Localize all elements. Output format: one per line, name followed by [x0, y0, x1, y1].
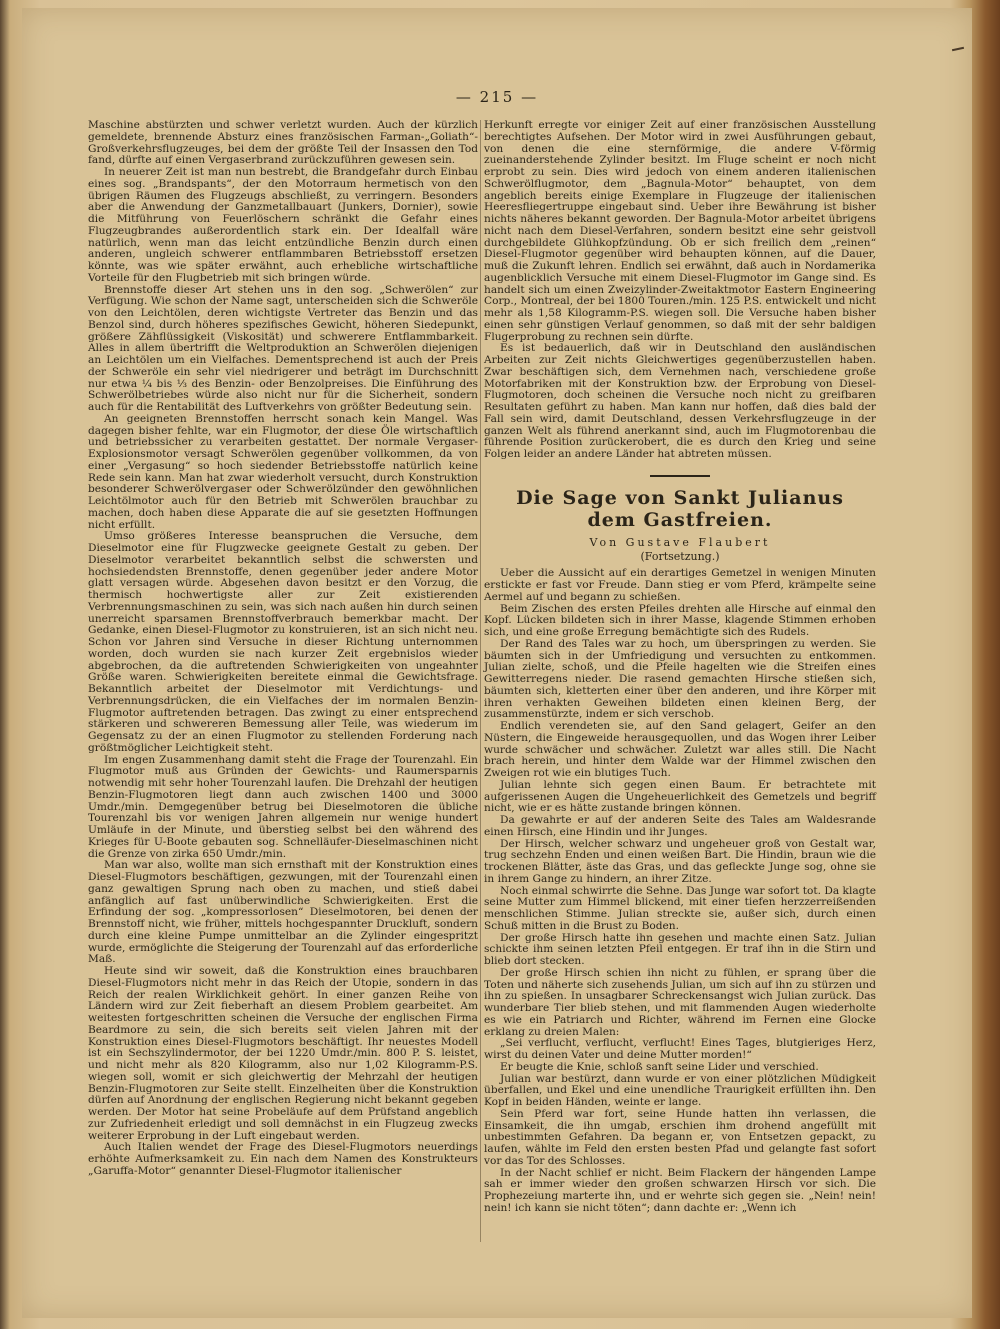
- article-paragraph: An geeigneten Brennstoffen herrscht sonach kein Mangel. Was dagegen bisher fehlte, war ein Flugmotor, der diese Öle wirtschaftlich und betriebssicher zu verarbeiten gestattet. Der normale Vergaser-Explosionsmotor versagt Schwerölen gegenüber vollkommen, da von einer „Vergasung“ so hoch siedender Betriebsstoffe natürlich keine Rede sein kann. Man hat zwar wiederholt versucht, durch Konstruktion besonderer Schwerölvergaser oder Schwerölzünder den gewöhnlichen Leichtölmotor auch für den Betrieb mit Schwerölen brauchbar zu machen, doch haben diese Apparate die auf sie gesetzten Hoffnungen nicht erfüllt.: [88, 412, 478, 531]
- story-paragraph: In der Nacht schlief er nicht. Beim Flackern der hängenden Lampe sah er immer wieder den großen schwarzen Hirsch vor sich. Die Prophezeiung marterte ihn, und er wehrte sich gegen sie. „Nein! nein! nein! ich kann sie nicht töten“; dann dachte er: „Wenn ich: [484, 1166, 876, 1214]
- story-title-line-2: dem Gastfreien.: [587, 508, 773, 531]
- article-paragraph: Umso größeres Interesse beanspruchen die Versuche, dem Dieselmotor eine für Flugzwecke geeignete Gestalt zu geben. Der Dieselmotor verarbeitet bekanntlich selbst die schwersten und hochsiedendsten Brennstoffe, denen gegenüber jeder andere Motor glatt versagen würde. Abgesehen davon besitzt er den Vorzug, die thermisch hochwertigste aller zur Zeit existierenden Verbrennungsmaschinen zu sein, was sich nach außen hin durch seinen unerreicht sparsamen Brennstoffverbrauch bemerkbar macht. Der Gedanke, einen Diesel-Flugmotor zu konstruieren, ist an sich nicht neu. Schon vor Jahren sind Versuche in dieser Richtung unternommen worden, doch wurden sie nach kurzer Zeit ergebnislos wieder abgebrochen, da die auftretenden Schwierigkeiten von ungeahnter Größe waren. Schwierigkeiten bereitete einmal die Gewichtsfrage. Bekanntlich arbeitet der Dieselmotor mit Verdichtungs- und Verbrennungsdrücken, die ein Vielfaches der im normalen Benzin-Flugmotor auftretenden betragen. Das zwingt zu einer entsprechend stärkeren und schwereren Bemessung aller Teile, was wiederum im Gegensatz zu der an einen Flugmotor zu stellenden Forderung nach größtmöglicher Leichtigkeit steht.: [88, 530, 478, 754]
- page-number: — 215 —: [455, 88, 539, 106]
- story-paragraph: Sein Pferd war fort, seine Hunde hatten ihn verlassen, die Einsamkeit, die ihn umgab, erschien ihm drohend angefüllt mit unbestimmten Gefahren. Da begann er, von Entsetzen gepackt, zu laufen, wählte im Feld den ersten besten Pfad und gelangte fast sofort vor das Tor des Schlosses.: [484, 1107, 876, 1167]
- story-paragraph: Endlich verendeten sie, auf den Sand gelagert, Geifer an den Nüstern, die Eingeweide herausgequollen, und das Wogen ihrer Leiber wurde schwächer und schwächer. Zuletzt war alles still. Die Nacht brach herein, und hinter dem Walde war der Himmel zwischen den Zweigen rot wie ein blutiges Tuch.: [484, 720, 876, 779]
- newspaper-page: [22, 8, 972, 1318]
- article-paragraph: Maschine abstürzten und schwer verletzt wurden. Auch der kürzlich gemeldete, brennende Absturz eines französischen Farman-„Goliath“-Großverkehrsflugzeuges, bei dem der größte Teil der Insassen den Tod fand, dürfte auf einen Vergaserbrand zurückzuführen gewesen sein.: [88, 119, 478, 167]
- article-paragraph: Herkunft erregte vor einiger Zeit auf einer französischen Ausstellung berechtigtes Aufsehen. Der Motor wird in zwei Ausführungen gebaut, von denen die eine sternförmige, die andere V-förmig zueinanderstehende Zylinder besitzt. Im Fluge scheint er noch nicht erprobt zu sein. Dies wird jedoch von einem anderen italienischen Schwerölflugmotor, dem „Bagnula-Motor“ behauptet, von dem angeblich bereits einige Exemplare in Flugzeuge der italienischen Heeresfliegertruppe eingebaut sind. Ueber ihre Bewährung ist bisher nichts näheres bekannt geworden. Der Bagnula-Motor arbeitet übrigens nicht nach dem Diesel-Verfahren, sondern besitzt eine sehr geistvoll durchgebildete Glühkopfzündung. Ob er sich freilich dem „reinen“ Diesel-Flugmotor gegenüber wird behaupten können, auf die Dauer, muß die Zukunft lehren. Endlich sei erwähnt, daß auch in Nordamerika augenblicklich Versuche mit einem Diesel-Flugmotor im Gange sind. Es handelt sich um einen Zweizylinder-Zweitaktmotor Eastern Engineering Corp., Montreal, der bei 1800 Touren./min. 125 P.S. entwickelt und nicht mehr als 1,58 Kilogramm-P.S. wiegen soll. Die Versuche haben bisher einen sehr günstigen Verlauf genommen, so daß mit der sehr baldigen Flugerprobung zu rechnen sein dürfte.: [484, 119, 876, 343]
- story-continuation-note: (Fortsetzung.): [640, 549, 720, 563]
- article-paragraph: Man war also, wollte man sich ernsthaft mit der Konstruktion eines Diesel-Flugmotors beschäftigen, gezwungen, mit der Tourenzahl einen ganz gewaltigen Sprung nach oben zu machen, und stieß dabei anfänglich auf fast unüberwindliche Schwierigkeiten. Erst die Erfindung der sog. „kompressorlosen“ Dieselmotoren, bei denen der Brennstoff nicht, wie früher, mittels hochgespannter Druckluft, sondern durch eine kleine Pumpe unmittelbar an die Zylinder eingespritzt wurde, ermöglichte die Steigerung der Tourenzahl auf das erforderliche Maß.: [88, 859, 478, 966]
- story-author: Von Gustave Flaubert: [589, 535, 771, 549]
- ink-mark: [952, 47, 964, 51]
- story-paragraph: Da gewahrte er auf der anderen Seite des Tales am Waldesrande einen Hirsch, eine Hindin und ihr Junges.: [484, 814, 876, 838]
- story-title-line-1: Die Sage von Sankt Julianus: [516, 486, 844, 509]
- article-paragraph: Im engen Zusammenhang damit steht die Frage der Tourenzahl. Ein Flugmotor muß aus Gründen der Gewichts- und Raumersparnis notwendig mit sehr hoher Tourenzahl laufen. Die Drehzahl der heutigen Benzin-Flugmotoren liegt dann auch zwischen 1400 und 3000 Umdr./min. Demgegenüber betrug bei Dieselmotoren die übliche Tourenzahl bis vor wenigen Jahren allgemein nur wenige hundert Umläufe in der Minute, und überstieg selbst bei den während des Krieges für U-Boote gebauten sog. Schnelläufer-Dieselmaschinen nicht die Grenze von zirka 650 Umdr./min.: [88, 753, 478, 860]
- story-paragraph: Ueber die Aussicht auf ein derartiges Gemetzel in wenigen Minuten erstickte er fast vor Freude. Dann stieg er vom Pferd, krämpelte seine Aermel auf und begann zu schießen.: [484, 567, 876, 603]
- article-paragraph: Heute sind wir soweit, daß die Konstruktion eines brauchbaren Diesel-Flugmotors nicht mehr in das Reich der Utopie, sondern in das Reich der realen Wirklichkeit gehört. In einer ganzen Reihe von Ländern wird zur Zeit fieberhaft an diesem Problem gearbeitet. Am weitesten fortgeschritten scheinen die Versuche der englischen Firma Beardmore zu sein, die sich bereits seit vielen Jahren mit der Konstruktion eines Diesel-Flugmotors beschäftigt. Ihr neuestes Modell ist ein Sechszylindermotor, der bei 1220 Umdr./min. 800 P. S. leistet, und nicht mehr als 820 Kilogramm, also nur 1,02 Kilogramm-P.S. wiegen soll, womit er sich gleichwertig der Mehrzahl der heutigen Benzin-Flugmotoren zur Seite stellt. Einzelheiten über die Konstruktion dürfen auf Anordnung der englischen Regierung nicht bekannt gegeben werden. Der Motor hat seine Probeläufe auf dem Prüfstand angeblich zur Zufriedenheit erledigt und soll demnächst in ein Flugzeug zwecks weiterer Erprobung in der Luft eingebaut werden.: [88, 965, 478, 1142]
- story-heading: [484, 475, 876, 563]
- story-paragraph: „Sei verflucht, verflucht, verflucht! Eines Tages, blutgieriges Herz, wirst du deinen Vater und deine Mutter morden!“: [484, 1037, 876, 1061]
- left-column-article: [88, 120, 478, 1178]
- article-paragraph: In neuerer Zeit ist man nun bestrebt, die Brandgefahr durch Einbau eines sog. „Brandspants“, der den Motorraum hermetisch von den übrigen Räumen des Flugzeugs abschließt, zu verringern. Besonders aber die Anwendung der Ganzmetallbauart (Junkers, Dornier), sowie die Mitführung von Feuerlöschern schränkt die Gefahr eines Flugzeugbrandes außerordentlich stark ein. Der Idealfall wäre natürlich, wenn man das leicht entzündliche Benzin durch einen anderen, ungleich schwerer entflammbaren Betriebsstoff ersetzen könnte, was wie später erwähnt, auch erhebliche wirtschaftliche Vorteile für den Flugbetrieb mit sich bringen würde.: [88, 166, 478, 284]
- story-paragraph: Der Hirsch, welcher schwarz und ungeheuer groß von Gestalt war, trug sechzehn Enden und einen weißen Bart. Die Hindin, braun wie die trockenen Blätter, äste das Gras, und das gefleckte Junge sog, ohne sie in ihrem Gange zu hindern, an ihrer Zitze.: [484, 837, 876, 885]
- story-paragraph: Julian lehnte sich gegen einen Baum. Er betrachtete mit aufgerissenen Augen die Ungeheuerlichkeit des Gemetzels und begriff nicht, wie er es hätte zustande bringen können.: [484, 778, 876, 815]
- story-paragraph: Der Rand des Tales war zu hoch, um überspringen zu werden. Sie bäumten sich in der Umfriedigung und versuchten zu entkommen. Julian zielte, schoß, und die Pfeile hagelten wie die Streifen eines Gewitterregens nieder. Die rasend gemachten Hirsche stießen sich, bäumten sich, kletterten einer über den anderen, und ihre Körper mit ihren verhakten Geweihen bildeten einen kleinen Berg, der zusammenstürzte, indem er sich verschob.: [484, 637, 876, 721]
- story-paragraph: Julian war bestürzt, dann wurde er von einer plötzlichen Müdigkeit überfallen, und Ekel und eine unendliche Traurigkeit erfüllten ihn. Den Kopf in beiden Händen, weinte er lange.: [484, 1072, 876, 1108]
- story-paragraph: Der große Hirsch schien ihn nicht zu fühlen, er sprang über die Toten und näherte sich zusehends Julian, um sich auf ihn zu stürzen und ihn zu spießen. In unsagbarer Schreckensangst wich Julian zurück. Das wunderbare Tier blieb stehen, und mit flammenden Augen wiederholte es wie ein Patriarch und Richter, während im Fernen eine Glocke erklang zu dreien Malen:: [484, 966, 876, 1038]
- article-paragraph: Es ist bedauerlich, daß wir in Deutschland den ausländischen Arbeiten zur Zeit nichts Gleichwertiges gegenüberzustellen haben. Zwar beschäftigen sich, dem Vernehmen nach, verschiedene große Motorfabriken mit der Konstruktion bzw. der Erprobung von Diesel-Flugmotoren, doch scheinen die Versuche noch nicht zu greifbaren Resultaten geführt zu haben. Man kann nur hoffen, daß dies bald der Fall sein wird, damit Deutschland, dessen Verkehrsflugzeuge in der ganzen Welt als führend anerkannt sind, auch im Flugmotorenbau die führende Position zurückerobert, die es durch den Krieg und seine Folgen leider an andere Länder hat abtreten müssen.: [484, 342, 876, 460]
- story-paragraph: Er beugte die Knie, schloß sanft seine Lider und verschied.: [500, 1060, 819, 1073]
- column-divider: [480, 120, 481, 1242]
- right-column: [484, 120, 876, 1215]
- story-paragraph: Beim Zischen des ersten Pfeiles drehten alle Hirsche auf einmal den Kopf. Lücken bildeten sich in ihrer Masse, klagende Stimmen erhoben sich, und eine große Erregung bemächtigte sich des Rudels.: [484, 602, 876, 638]
- heading-rule: [650, 475, 710, 477]
- story-paragraph: Der große Hirsch hatte ihn gesehen und machte einen Satz. Julian schickte ihm seinen letzten Pfeil entgegen. Er traf ihn in die Stirn und blieb dort stecken.: [484, 931, 876, 967]
- article-paragraph: Auch Italien wendet der Frage des Diesel-Flugmotors neuerdings erhöhte Aufmerksamkeit zu. Ein nach dem Namen des Konstrukteurs „Garuffa-Motor“ genannter Diesel-Flugmotor italienischer: [88, 1141, 478, 1177]
- article-paragraph: Brennstoffe dieser Art stehen uns in den sog. „Schwerölen“ zur Verfügung. Wie schon der Name sagt, unterscheiden sich die Schweröle von den Leichtölen, deren wichtigste Vertreter das Benzin und das Benzol sind, durch höheres spezifisches Gewicht, höheren Siedepunkt, größere Zähflüssigkeit (Viskosität) und schwerere Entflammbarkeit. Alles in allem übertrifft die Weltproduktion an Schwerölen diejenigen an Leichtölen um ein Vielfaches. Dementsprechend ist auch der Preis der Schweröle ein sehr viel niedrigerer und beträgt im Durchschnitt nur etwa ¼ bis ⅓ des Benzin- oder Benzolpreises. Die Einführung des Schwerölbetriebes würde also nicht nur für die Sicherheit, sondern auch für die Rentabilität des Luftverkehrs von größter Bedeutung sein.: [88, 283, 478, 413]
- story-paragraph: Noch einmal schwirrte die Sehne. Das Junge war sofort tot. Da klagte seine Mutter zum Himmel blickend, mit einer tiefen herzzerreißenden menschlichen Stimme. Julian streckte sie, außer sich, durch einen Schuß mitten in die Brust zu Boden.: [484, 884, 876, 932]
